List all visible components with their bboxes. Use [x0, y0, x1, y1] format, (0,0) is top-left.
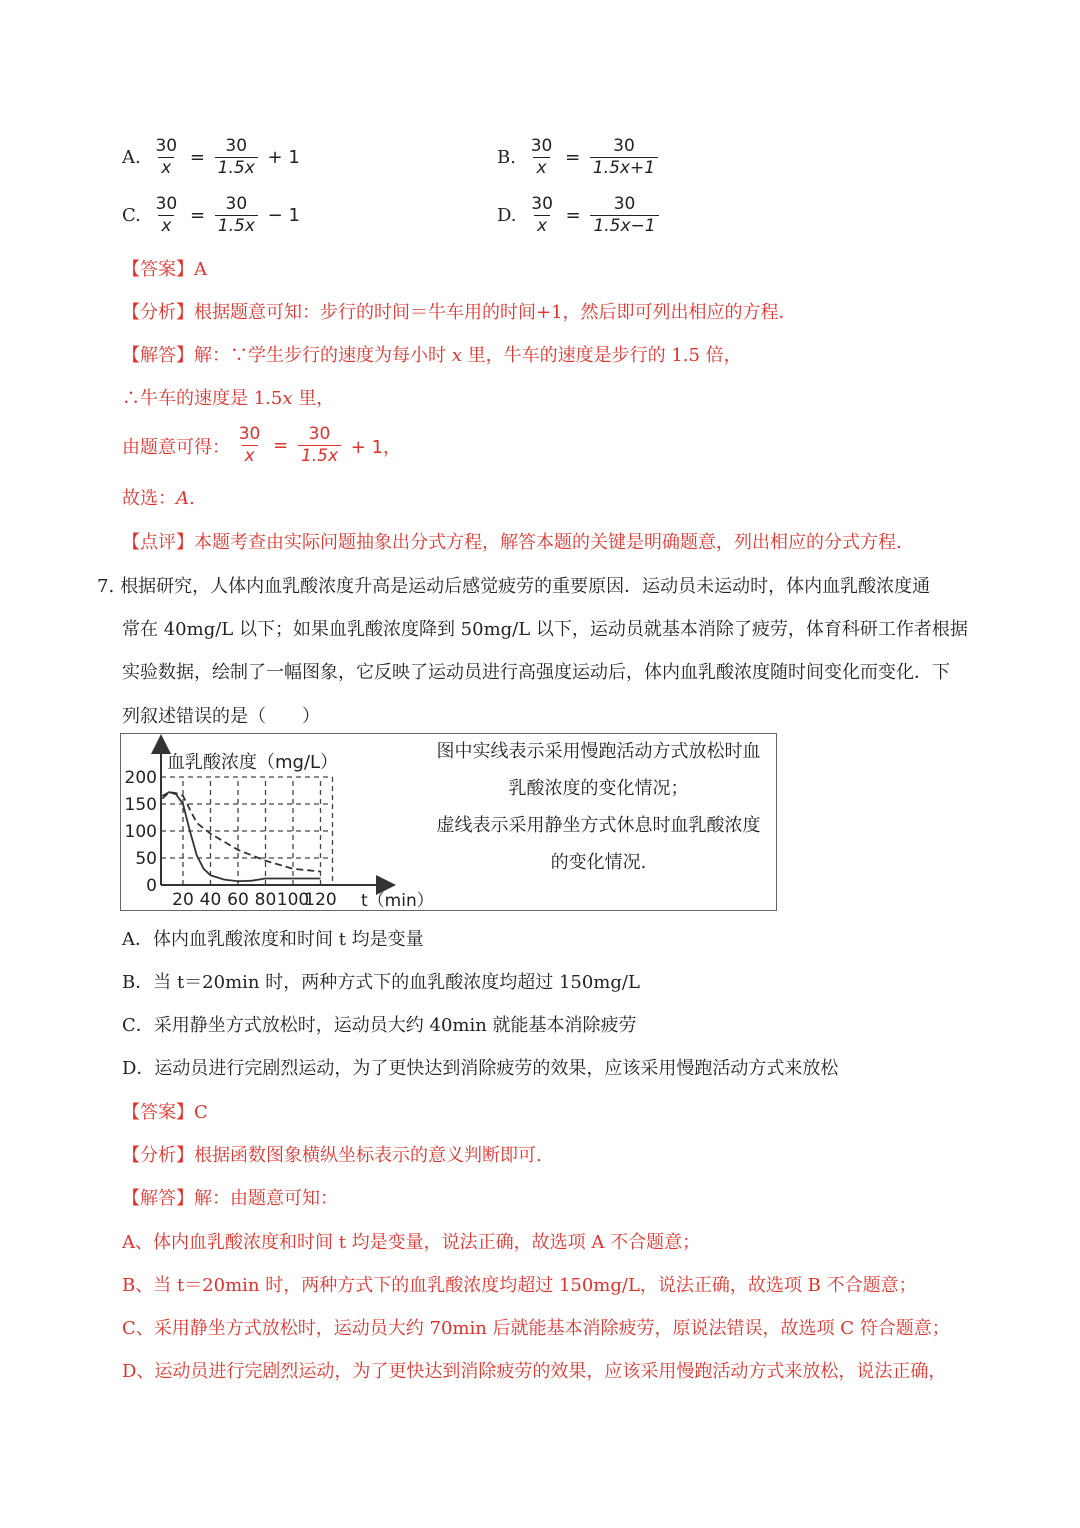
- x-tick-labels: [172, 890, 337, 910]
- solution-tag: 【解答】: [122, 1188, 194, 1209]
- y-tick-label: 150: [124, 795, 157, 815]
- q6-solution-line-4: [122, 484, 195, 510]
- answer-tag: 【答案】: [122, 259, 194, 280]
- equation-tail: + 1: [267, 147, 300, 169]
- note-line-2: 乳酸浓度的变化情况；: [508, 778, 689, 799]
- equals-sign: =: [189, 147, 205, 169]
- analysis-text: 根据题意可知：步行的时间＝牛车用的时间+1，然后即可列出相应的方程.: [194, 302, 785, 323]
- q7-option-c: C．采用静坐方式放松时，运动员大约 40min 就能基本消除疲劳: [122, 1015, 637, 1036]
- solution-text: 由题意可得：: [122, 436, 230, 458]
- note-line-1: 图中实线表示采用慢跑活动方式放松时血: [436, 741, 761, 762]
- comment-tag: 【点评】: [122, 532, 194, 553]
- q6-solution-line-1: [122, 341, 742, 367]
- q6-analysis: [122, 298, 784, 324]
- x-tick-label: 100: [276, 890, 310, 910]
- choice-letter: A: [176, 488, 189, 509]
- answer-value: C: [194, 1102, 208, 1123]
- comment-text: 本题考查由实际问题抽象出分式方程，解答本题的关键是明确题意，列出相应的分式方程.: [194, 532, 902, 553]
- x-tick-label: 20: [172, 890, 194, 910]
- q7-solution-line-d: D、运动员进行完剧烈运动，为了更快达到消除疲劳的效果，应该采用慢跑活动方式来放松，说法正确，: [122, 1361, 947, 1382]
- fraction-lhs: $\frac{30}{x}$: [238, 424, 261, 467]
- q7-stem-line-3: 实验数据，绘制了一幅图象，它反映了运动员进行高强度运动后，体内血乳酸浓度随时间变化而变化．下: [122, 662, 950, 683]
- solution-text: 解：∵学生步行的速度为每小时: [194, 345, 452, 366]
- equals-sign: =: [565, 205, 581, 227]
- solution-text: 解：由题意可知：: [194, 1188, 338, 1209]
- q7-stem-line-4: 列叙述错误的是（ ）: [122, 706, 320, 727]
- solution-text: 故选：: [122, 488, 176, 509]
- y-tick-label: 0: [146, 876, 157, 896]
- fraction-lhs: $\frac{30}{x}$: [531, 194, 553, 237]
- analysis-tag: 【分析】: [122, 302, 194, 323]
- q6-comment: [122, 528, 902, 554]
- note-line-3: 虚线表示采用静坐方式休息时血乳酸浓度: [436, 815, 761, 836]
- equation-tail: − 1: [267, 205, 300, 227]
- figure-note: [420, 733, 777, 881]
- option-label: B.: [497, 147, 516, 169]
- equals-sign: =: [565, 147, 581, 169]
- fraction-lhs: $\frac{30}{x}$: [530, 136, 553, 179]
- x-axis-label: t（min）: [361, 891, 434, 911]
- chart-series: [162, 792, 320, 881]
- q6-option-a: [122, 136, 304, 180]
- fraction-lhs: $\frac{30}{x}$: [155, 136, 178, 179]
- fraction-lhs: $\frac{30}{x}$: [155, 194, 178, 237]
- q6-solution-line-2: [122, 384, 334, 410]
- q7-solution-line-a: A、体内血乳酸浓度和时间 t 均是变量，说法正确，故选项 A 不合题意；: [122, 1232, 701, 1253]
- variable-x: x: [282, 388, 293, 409]
- solution-text: 里，: [292, 388, 335, 409]
- series-solid-line: [162, 792, 320, 881]
- stem-text: 根据研究，人体内血乳酸浓度升高是运动后感觉疲劳的重要原因．运动员未运动时，体内血乳酸浓度通: [120, 576, 931, 597]
- lactate-chart: [121, 734, 434, 911]
- fraction-rhs: $\frac{30}{1.5x+1}$: [590, 136, 658, 180]
- x-tick-label: 80: [254, 890, 277, 910]
- q7-analysis: [122, 1141, 542, 1167]
- option-label: D.: [497, 205, 517, 227]
- solution-text: 里，牛车的速度是步行的 1.5 倍，: [461, 345, 742, 366]
- solution-text: ∴牛车的速度是 1.5: [122, 388, 283, 409]
- q7-stem-line-2: 常在 40mg/L 以下；如果血乳酸浓度降到 50mg/L 以下，运动员就基本消除了疲劳，体育科研工作者根据: [122, 619, 968, 640]
- fraction-rhs: $\frac{30}{1.5x-1}$: [590, 194, 658, 238]
- chart-grid: [161, 777, 333, 885]
- fraction-rhs: $\frac{30}{1.5x}$: [215, 194, 258, 238]
- fraction-rhs: $\frac{30}{1.5x}$: [298, 424, 341, 468]
- analysis-text: 根据函数图象横纵坐标表示的意义判断即可.: [194, 1145, 542, 1166]
- solution-text: .: [189, 488, 195, 509]
- equals-sign: =: [273, 435, 289, 457]
- equals-sign: =: [189, 205, 206, 227]
- q7-answer: [122, 1098, 208, 1124]
- q6-option-b: [497, 136, 658, 180]
- answer-tag: 【答案】: [122, 1102, 194, 1123]
- fraction-rhs: $\frac{30}{1.5x}$: [215, 136, 258, 180]
- y-tick-label: 100: [124, 822, 157, 842]
- q6-option-d: [497, 194, 659, 238]
- answer-value: A: [194, 259, 207, 280]
- analysis-tag: 【分析】: [122, 1145, 194, 1166]
- y-tick-label: 50: [135, 849, 157, 869]
- y-tick-label: 200: [124, 768, 157, 788]
- variable-x: x: [451, 345, 462, 366]
- q7-solution-line-b: B、当 t＝20min 时，两种方式下的血乳酸浓度均超过 150mg/L，说法正确，故选项 B 不合题意；: [122, 1275, 917, 1296]
- q7-solution-intro: [122, 1184, 338, 1210]
- q7-option-d: D．运动员进行完剧烈运动，为了更快达到消除疲劳的效果，应该采用慢跑活动方式来放松: [122, 1058, 839, 1079]
- q7-stem-line-1: [97, 572, 930, 598]
- q7-option-b: B．当 t＝20min 时，两种方式下的血乳酸浓度均超过 150mg/L: [122, 972, 640, 993]
- solution-tag: 【解答】: [122, 345, 194, 366]
- q6-solution-line-3: [122, 424, 405, 468]
- equation-tail: + 1，: [350, 436, 402, 458]
- option-label: A.: [122, 147, 141, 169]
- q6-option-c: [122, 194, 304, 238]
- x-tick-label: 120: [304, 890, 337, 910]
- option-label: C.: [122, 205, 141, 227]
- question-number: 7.: [97, 576, 115, 597]
- x-tick-label: 40: [199, 890, 222, 910]
- q7-solution-line-c: C、采用静坐方式放松时，运动员大约 70min 后就能基本消除疲劳，原说法错误，故选项 C 符合题意；: [122, 1318, 950, 1339]
- q7-option-a: A．体内血乳酸浓度和时间 t 均是变量: [122, 929, 424, 950]
- y-tick-labels: [125, 768, 157, 896]
- x-tick-label: 60: [227, 890, 249, 910]
- note-line-4: 的变化情况.: [550, 852, 647, 873]
- y-axis-label: 血乳酸浓度（mg/L）: [167, 752, 339, 773]
- q6-answer: [122, 255, 207, 281]
